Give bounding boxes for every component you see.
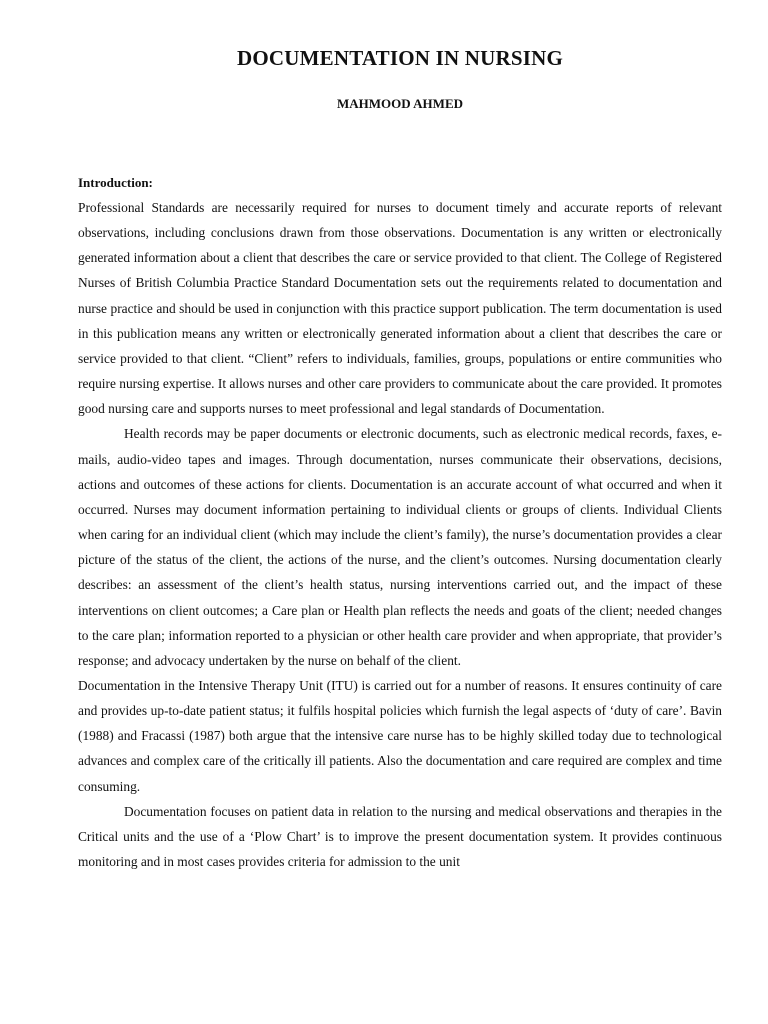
document-title: DOCUMENTATION IN NURSING (236, 46, 564, 70)
paragraph-3: Documentation in the Intensive Therapy Unit (ITU) is carried out for a number of reasons. It ensures continuity of care and provides up-to-date patient status; it fulfils hospital policies which furnish the legal aspects of ‘duty of care’. Bavin (1988) and Fracassi (1987) both argue that the intensive care nurse has to be highly skilled today due to technological advances and complex care of the critically ill patients. Also the documentation and care required are complex and time consuming. (78, 677, 722, 794)
document-author: MAHMOOD AHMED (336, 96, 463, 111)
paragraph-1: Professional Standards are necessarily required for nurses to document timely and accurate reports of relevant observations, including conclusions drawn from those observations. Documentation is any written or electronically generated information about a client that describes the care or service provided to that client. The College of Registered Nurses of British Columbia Practice Standard Documentation sets out the requirements related to documentation and nurse practice and should be used in conjunction with this practice support publication. The term documentation is used in this publication means any written or electronically generated information about a client that describes the care or service provided to that client. “Client” refers to individuals, families, groups, populations or entire communities who require nursing expertise. It allows nurses and other care providers to communicate about the care provided. It promotes good nursing care and supports nurses to meet professional and legal standards of Documentation. (78, 200, 722, 417)
paragraph-2: Health records may be paper documents or electronic documents, such as electronic medical records, faxes, e-mails, audio-video tapes and images. Through documentation, nurses communicate their observations, decisions, actions and outcomes of these actions for clients. Documentation is an accurate account of what occurred and when it occurred. Nurses may document information pertaining to individual clients or groups of clients. Individual Clients when caring for an individual client (which may include the client’s family), the nurse’s documentation provides a clear picture of the status of the client, the actions of the nurse, and the client’s outcomes. Nursing documentation clearly describes: an assessment of the client’s health status, nursing interventions carried out, and the impact of these interventions on client outcomes; a Care plan or Health plan reflects the needs and goats of the client; needed changes to the care plan; information reported to a physician or other health care provider and when appropriate, that provider’s response; and advocacy undertaken by the nurse on behalf of the client. (78, 426, 722, 668)
section-heading-introduction: Introduction: (78, 175, 153, 190)
paragraph-4: Documentation focuses on patient data in relation to the nursing and medical observations and therapies in the Critical units and the use of a ‘Plow Chart’ is to improve the present documentation system. It provides continuous monitoring and in most cases provides criteria for admission to the unit (78, 803, 722, 870)
